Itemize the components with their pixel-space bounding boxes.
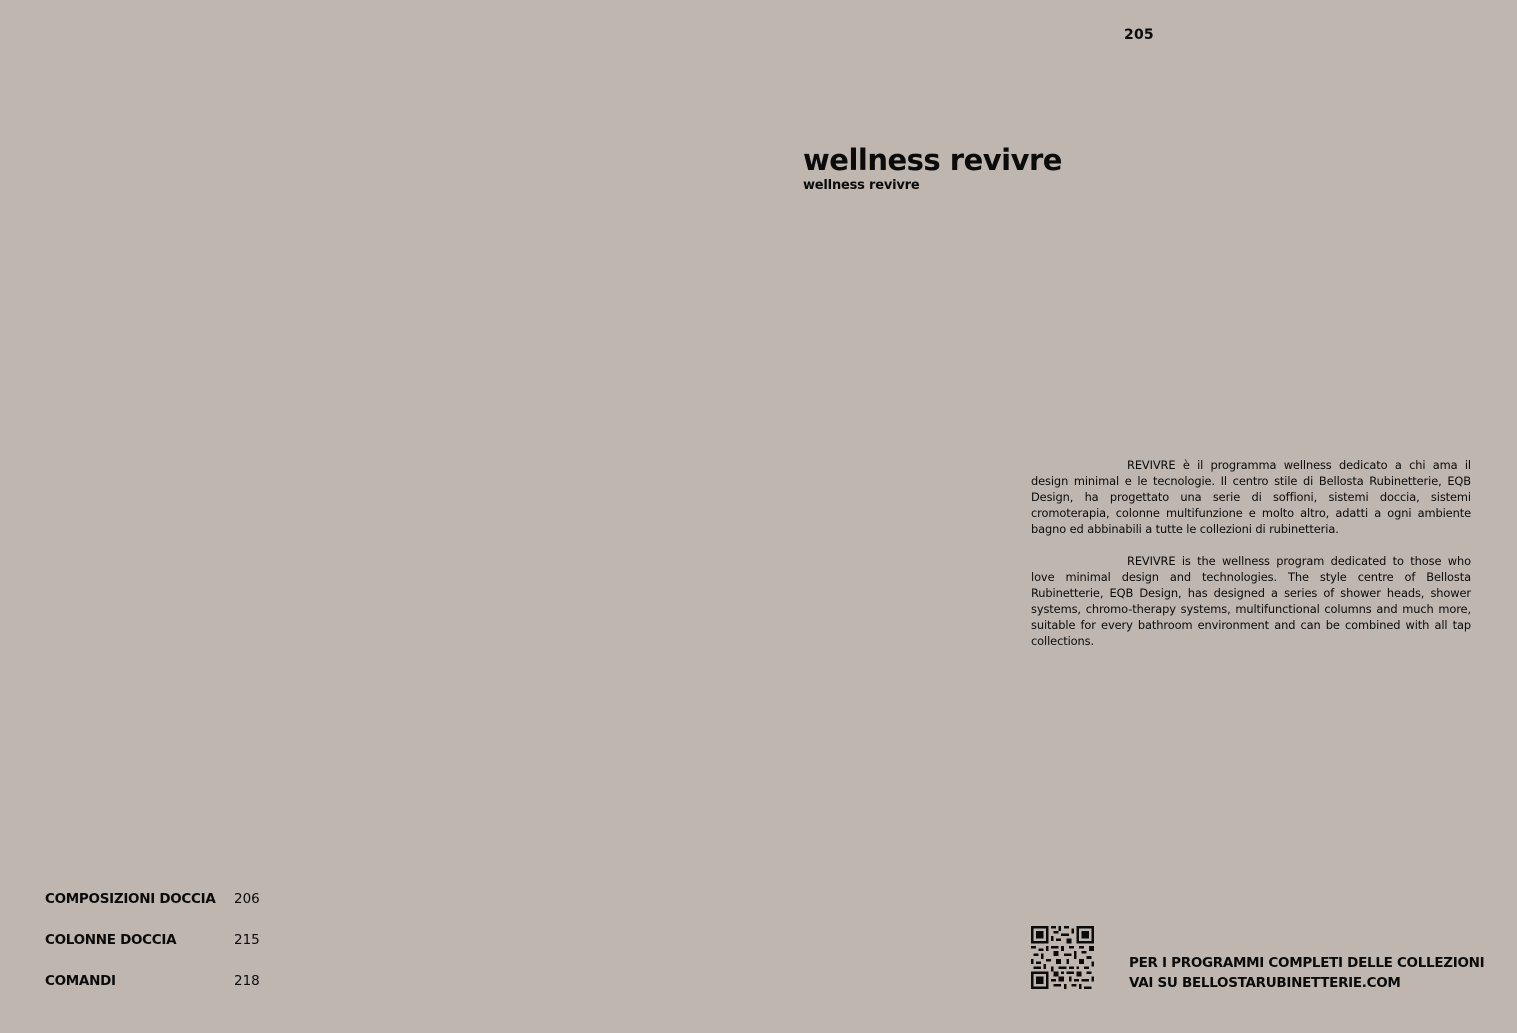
toc-item-label: COLONNE DOCCIA [45, 932, 177, 948]
footer-line-2[interactable]: VAI SU BELLOSTARUBINETTERIE.COM [1129, 975, 1401, 991]
page-title: wellness revivre [803, 143, 1062, 177]
toc-item-label: COMANDI [45, 973, 116, 989]
description-english-text: REVIVRE is the wellness program dedicated to those who love minimal design and technologies. The style centre of Bellosta Rubinetterie, EQB Design, has designed a series of shower heads, shower systems, chromo-therapy systems, multifunctional columns and much more, suitable for every bathroom environment and can be combined with all tap collections. [1031, 554, 1471, 648]
title-block [803, 142, 1062, 194]
page-subtitle: wellness revivre [803, 178, 920, 193]
description-english [1031, 553, 1471, 649]
toc-item-page: 218 [234, 973, 260, 989]
footer-line-1: PER I PROGRAMMI COMPLETI DELLE COLLEZIONI [1129, 955, 1485, 971]
toc-item-label: COMPOSIZIONI DOCCIA [45, 891, 216, 907]
description-italian [1031, 457, 1471, 537]
toc-item-page: 206 [234, 891, 260, 907]
toc-item-page: 215 [234, 932, 260, 948]
footer-note [1129, 953, 1484, 993]
qr-code-icon[interactable] [1031, 926, 1094, 989]
description-italian-text: REVIVRE è il programma wellness dedicato a chi ama il design minimal e le tecnologie. Il centro stile di Bellosta Rubinetterie, EQB Design, ha progettato una serie di soffioni, sistemi doccia, sistemi cromoterapia, colonne multifunzione e molto altro, adatti a ogni ambiente bagno ed abbinabili a tutte le collezioni di rubinetteria. [1031, 458, 1471, 536]
page-number: 205 [1124, 27, 1154, 43]
